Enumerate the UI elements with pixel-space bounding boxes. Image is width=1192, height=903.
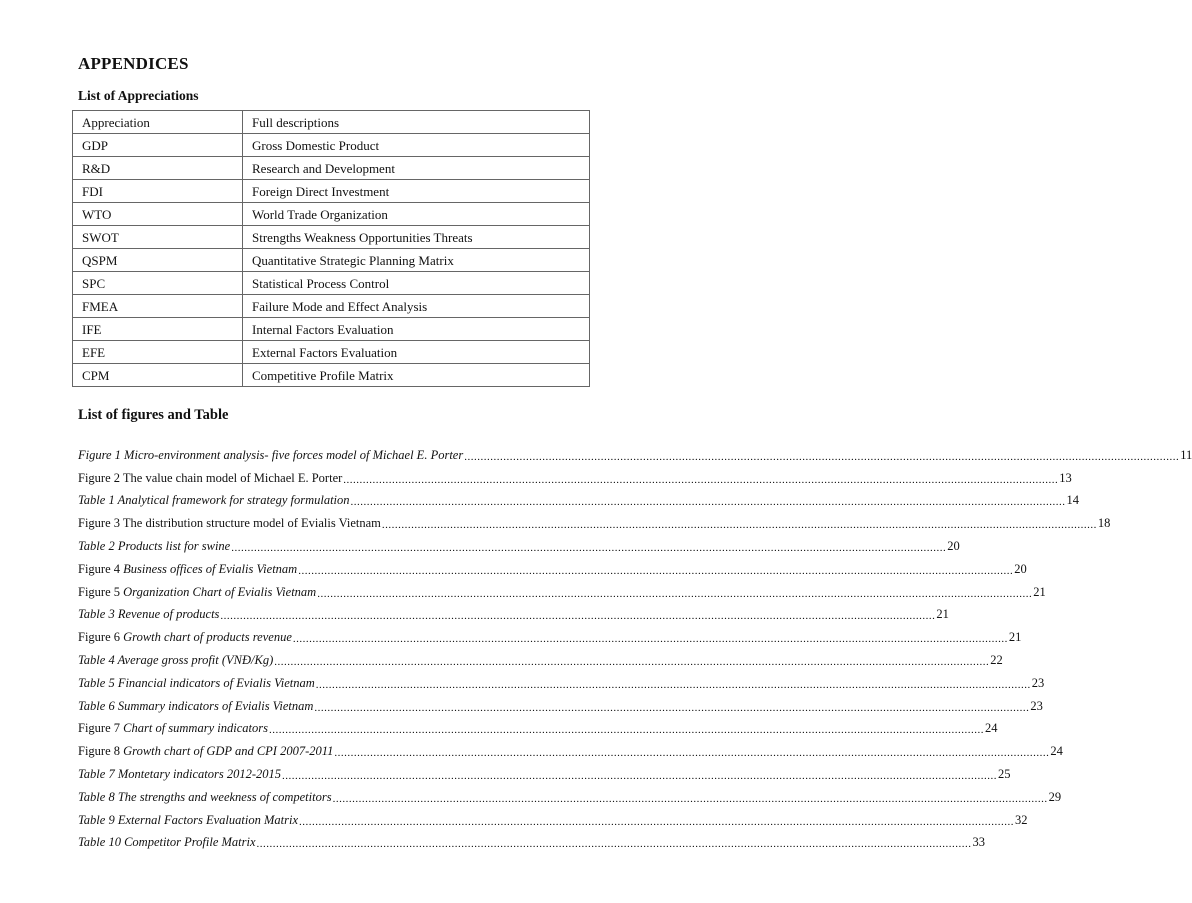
table-row [73, 157, 590, 180]
toc-entry[interactable] [78, 740, 1063, 763]
figures-list [78, 444, 1192, 854]
toc-page-number: 20 [1014, 561, 1027, 576]
toc-entry[interactable] [78, 535, 960, 558]
toc-entry-prefix: Figure 4 [78, 561, 124, 576]
toc-page-number: 32 [1015, 812, 1028, 827]
toc-entry[interactable] [78, 809, 1028, 832]
toc-leader-dots: ............................................................................................................................................................................................................................ [317, 587, 1033, 600]
abbreviation-cell: EFE [73, 341, 243, 364]
toc-leader-dots: ............................................................................................................................................................................................................................ [231, 542, 947, 555]
toc-page-number: 20 [947, 539, 960, 554]
toc-entry[interactable] [78, 512, 1111, 535]
toc-entry-title: Table 5 Financial indicators of Evialis Vietnam [78, 675, 315, 690]
toc-leader-dots: ............................................................................................................................................................................................................................ [268, 724, 984, 737]
toc-entry-title: Table 2 Products list for swine [78, 539, 231, 554]
toc-leader-dots: ............................................................................................................................................................................................................................ [464, 450, 1180, 463]
column-header-description: Full descriptions [243, 111, 590, 134]
abbreviation-cell: SPC [73, 272, 243, 295]
table-row [73, 341, 590, 364]
toc-entry-prefix: Figure 7 [78, 721, 124, 736]
toc-page-number: 14 [1066, 493, 1080, 508]
toc-entry[interactable] [78, 672, 1045, 695]
abbreviations-heading: List of Appreciations [78, 88, 199, 103]
toc-entry-label [78, 539, 230, 554]
abbreviation-cell: FMEA [73, 295, 243, 318]
toc-entry-title: Growth chart of products revenue [123, 630, 292, 645]
toc-entry-label [78, 562, 297, 577]
toc-page-number: 22 [990, 653, 1003, 668]
toc-entry-title: Growth chart of GDP and CPI 2007-2011 [123, 744, 334, 759]
table-row [73, 134, 590, 157]
toc-page-number: 11 [1180, 447, 1192, 462]
toc-entry[interactable] [78, 832, 986, 855]
toc-entry[interactable] [78, 467, 1072, 490]
toc-entry-title: Chart of summary indicators [123, 721, 268, 736]
table-row [73, 226, 590, 249]
toc-entry-title: Figure 1 Micro-environment analysis- five forces model of Michael E. Porter [78, 447, 464, 462]
description-cell: Internal Factors Evaluation [243, 318, 590, 341]
toc-entry[interactable] [78, 558, 1027, 581]
toc-page-number: 33 [972, 835, 986, 850]
table-row [73, 249, 590, 272]
description-cell: Research and Development [243, 157, 590, 180]
description-cell: Strengths Weakness Opportunities Threats [243, 226, 590, 249]
abbreviation-cell: IFE [73, 318, 243, 341]
table-header-row [73, 111, 590, 134]
toc-page-number: 25 [998, 767, 1011, 782]
abbreviation-cell: R&D [73, 157, 243, 180]
toc-page-number: 21 [936, 607, 949, 622]
toc-page-number: 23 [1031, 675, 1045, 690]
abbreviation-cell: SWOT [73, 226, 243, 249]
abbreviation-cell: CPM [73, 364, 243, 387]
table-row [73, 180, 590, 203]
toc-entry-label [78, 493, 350, 508]
toc-entry-label [78, 585, 316, 600]
description-cell: External Factors Evaluation [243, 341, 590, 364]
toc-leader-dots: ............................................................................................................................................................................................................................ [256, 838, 972, 851]
table-row [73, 295, 590, 318]
description-cell: Failure Mode and Effect Analysis [243, 295, 590, 318]
table-row [73, 318, 590, 341]
figures-heading: List of figures and Table [78, 407, 229, 423]
abbreviation-cell: QSPM [73, 249, 243, 272]
toc-entry[interactable] [78, 604, 949, 627]
abbreviation-cell: GDP [73, 134, 243, 157]
toc-entry[interactable] [78, 649, 1003, 672]
toc-entry-title: Table 7 Montetary indicators 2012-2015 [78, 767, 282, 782]
toc-page-number: 24 [984, 721, 998, 736]
description-cell: World Trade Organization [243, 203, 590, 226]
toc-page-number: 21 [1008, 630, 1022, 645]
toc-leader-dots: ............................................................................................................................................................................................................................ [220, 610, 936, 623]
description-cell: Competitive Profile Matrix [243, 364, 590, 387]
toc-entry[interactable] [78, 718, 998, 741]
toc-entry-title: Figure 3 The distribution structure model of Evialis Vietnam [78, 516, 381, 531]
column-header-appreciation: Appreciation [73, 111, 243, 134]
toc-leader-dots: ............................................................................................................................................................................................................................ [315, 678, 1031, 691]
toc-leader-dots: ............................................................................................................................................................................................................................ [282, 770, 998, 783]
toc-entry-title: Figure 2 The value chain model of Michael E. Porter [78, 470, 343, 485]
toc-leader-dots: ............................................................................................................................................................................................................................ [292, 633, 1008, 646]
table-row [73, 364, 590, 387]
toc-entry-title: Organization Chart of Evialis Vietnam [123, 584, 317, 599]
toc-page-number: 18 [1097, 516, 1111, 531]
toc-entry-label [78, 744, 333, 759]
toc-page-number: 24 [1050, 744, 1063, 759]
toc-page-number: 21 [1033, 584, 1046, 599]
toc-entry-title: Table 8 The strengths and weekness of competitors [78, 789, 332, 804]
toc-entry-title: Table 6 Summary indicators of Evialis Vietnam [78, 698, 314, 713]
toc-entry-label [78, 653, 273, 668]
page-title: APPENDICES [78, 54, 189, 73]
toc-entry-label [78, 607, 219, 622]
toc-leader-dots: ............................................................................................................................................................................................................................ [334, 747, 1050, 760]
toc-leader-dots: ............................................................................................................................................................................................................................ [299, 815, 1015, 828]
toc-entry-label [78, 676, 315, 691]
toc-entry-label [78, 721, 268, 736]
toc-leader-dots: ............................................................................................................................................................................................................................ [381, 519, 1097, 532]
table-row [73, 272, 590, 295]
toc-entry-label [78, 813, 298, 828]
description-cell: Foreign Direct Investment [243, 180, 590, 203]
toc-entry[interactable] [78, 626, 1022, 649]
toc-leader-dots: ............................................................................................................................................................................................................................ [343, 473, 1059, 486]
toc-entry-prefix: Figure 6 [78, 630, 124, 645]
toc-leader-dots: ............................................................................................................................................................................................................................ [314, 701, 1030, 714]
toc-leader-dots: ............................................................................................................................................................................................................................ [332, 792, 1048, 805]
toc-leader-dots: ............................................................................................................................................................................................................................ [350, 496, 1066, 509]
toc-entry-title: Table 1 Analytical framework for strategy formulation [78, 493, 350, 508]
toc-entry-title: Table 9 External Factors Evaluation Matrix [78, 812, 299, 827]
table-row [73, 203, 590, 226]
toc-page-number: 29 [1048, 789, 1062, 804]
toc-entry-prefix: Figure 8 [78, 744, 124, 759]
toc-entry-label [78, 448, 463, 463]
description-cell: Gross Domestic Product [243, 134, 590, 157]
toc-entry[interactable] [78, 763, 1011, 786]
toc-entry-title: Table 4 Average gross profit (VNĐ/Kg) [78, 653, 274, 668]
abbreviation-cell: FDI [73, 180, 243, 203]
toc-page-number: 23 [1030, 698, 1043, 713]
toc-page-number: 13 [1059, 470, 1072, 485]
description-cell: Quantitative Strategic Planning Matrix [243, 249, 590, 272]
toc-entry-label [78, 630, 292, 645]
toc-entry-label [78, 835, 256, 850]
toc-leader-dots: ............................................................................................................................................................................................................................ [274, 656, 990, 669]
toc-entry[interactable] [78, 581, 1046, 604]
toc-entry-label [78, 516, 381, 531]
toc-entry-label [78, 790, 332, 805]
toc-entry-label [78, 767, 281, 782]
toc-entry[interactable] [78, 695, 1043, 718]
abbreviation-cell: WTO [73, 203, 243, 226]
toc-entry[interactable] [78, 490, 1080, 513]
toc-entry-title: Business offices of Evialis Vietnam [123, 561, 298, 576]
toc-leader-dots: ............................................................................................................................................................................................................................ [298, 564, 1014, 577]
toc-entry[interactable] [78, 786, 1062, 809]
toc-entry-label [78, 699, 313, 714]
toc-entry-label [78, 471, 342, 486]
toc-entry-prefix: Figure 5 [78, 584, 124, 599]
abbreviations-table [72, 110, 590, 387]
description-cell: Statistical Process Control [243, 272, 590, 295]
toc-entry[interactable] [78, 444, 1192, 467]
toc-entry-title: Table 10 Competitor Profile Matrix [78, 835, 256, 850]
toc-entry-title: Table 3 Revenue of products [78, 607, 220, 622]
